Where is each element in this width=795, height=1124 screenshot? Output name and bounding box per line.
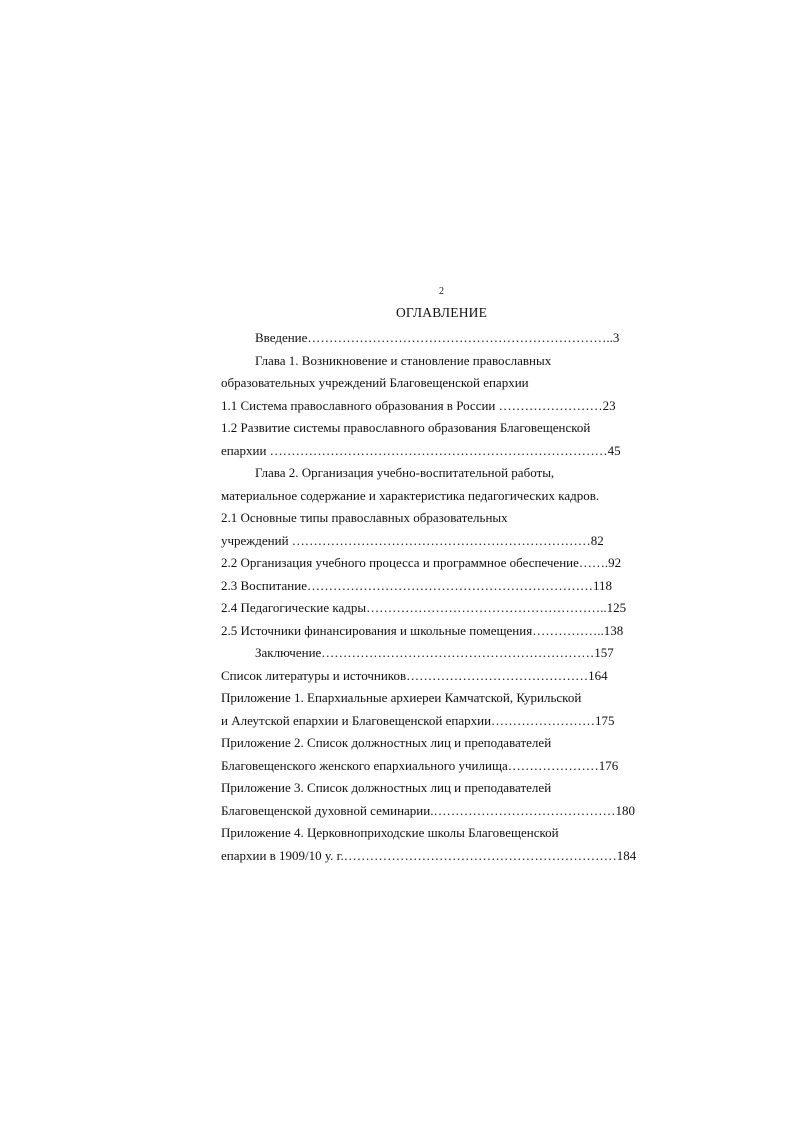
toc-line-appendix-3-cont: Благовещенской духовной семинарии.……………………………………180	[221, 802, 635, 818]
page-number: 2	[439, 286, 444, 297]
toc-line-appendix-4-cont: епархии в 1909/10 у. г.………………………………………………………184	[221, 847, 637, 863]
toc-line-section-1-1: 1.1 Система православного образования в России ……………………23	[221, 397, 616, 413]
toc-line-section-2-1: 2.1 Основные типы православных образовательных	[221, 510, 508, 525]
toc-line-appendix-2-cont: Благовещенского женского епархиального училища…………………176	[221, 757, 619, 773]
toc-line-introduction: Введение……………………………………………………………..3	[255, 330, 620, 345]
toc-line-appendix-1: Приложение 1. Епархиальные архиереи Камчатской, Курильской	[221, 690, 582, 705]
toc-line-section-1-2: 1.2 Развитие системы православного образования Благовещенской	[221, 420, 591, 435]
toc-line-chapter-1-title: Глава 1. Возникновение и становление православных	[255, 352, 552, 368]
toc-line-section-2-1-cont: учреждений ……………………………………………………………82	[221, 532, 604, 548]
toc-line-appendix-2: Приложение 2. Список должностных лиц и преподавателей	[221, 735, 552, 750]
toc-line-section-2-4: 2.4 Педагогические кадры………………………………………………..125	[221, 600, 627, 615]
toc-line-chapter-2-title-cont: материальное содержание и характеристика педагогических кадров.	[221, 487, 600, 503]
toc-line-appendix-1-cont: и Алеутской епархии и Благовещенской епархии……………………175	[221, 712, 615, 728]
toc-line-section-2-5: 2.5 Источники финансирования и школьные помещения……………..138	[221, 622, 624, 638]
toc-line-section-2-2: 2.2 Организация учебного процесса и программное обеспечение…….92	[221, 555, 622, 570]
toc-line-chapter-2-title: Глава 2. Организация учебно-воспитательной работы,	[255, 465, 555, 480]
toc-line-appendix-4: Приложение 4. Церковноприходские школы Благовещенской	[221, 825, 559, 840]
toc-line-bibliography: Список литературы и источников……………………………………164	[221, 667, 608, 683]
toc-line-appendix-3: Приложение 3. Список должностных лиц и преподавателей	[221, 780, 552, 795]
toc-line-section-2-3: 2.3 Воспитание…………………………………………………………118	[221, 577, 612, 593]
toc-title: ОГЛАВЛЕНИЕ	[395, 305, 488, 320]
toc-line-section-1-2-cont: епархии ……………………………………………………………………45	[221, 442, 621, 458]
toc-line-chapter-1-title-cont: образовательных учреждений Благовещенской епархии	[221, 375, 529, 390]
toc-line-conclusion: Заключение………………………………………………………157	[255, 645, 614, 660]
